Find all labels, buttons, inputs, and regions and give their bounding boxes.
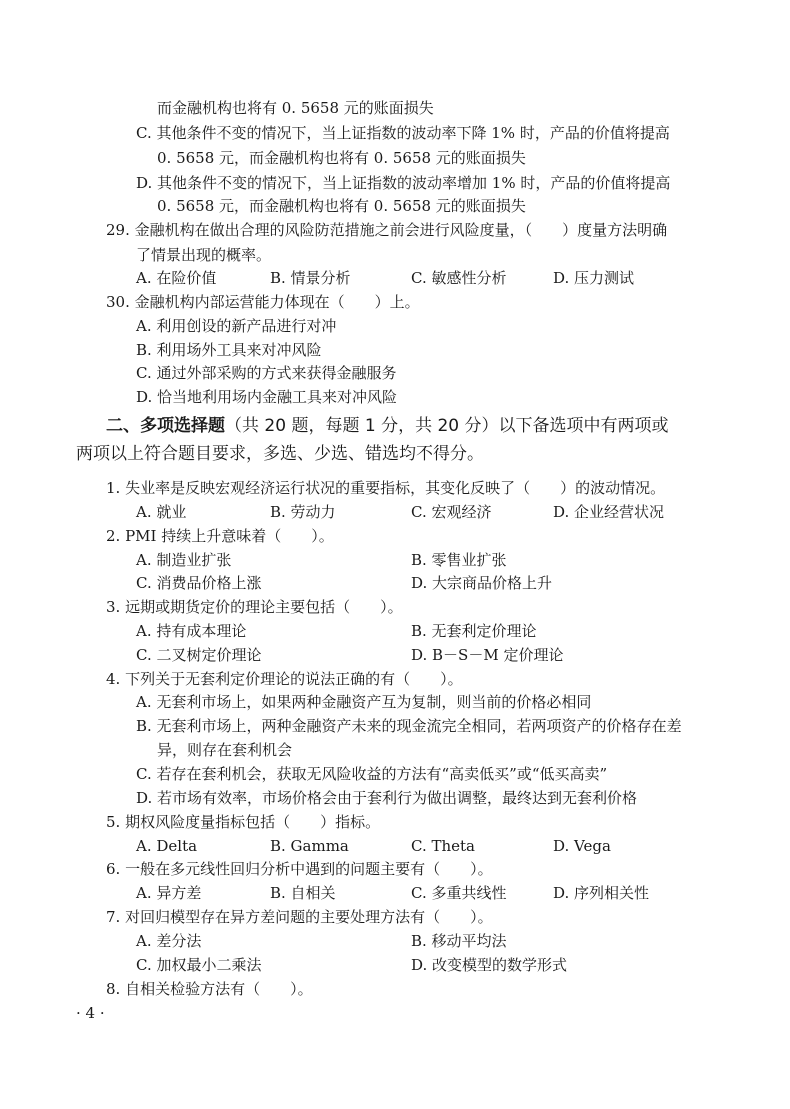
q30-option-a: A. 利用创设的新产品进行对冲 <box>136 317 337 335</box>
q28-option-c: C. 其他条件不变的情况下，当上证指数的波动率下降 1% 时，产品的价值将提高 <box>136 124 670 142</box>
q30-option-b: B. 利用场外工具来对冲风险 <box>136 341 322 359</box>
q29-option-b: B. 情景分析 <box>270 269 351 287</box>
mc-q6-option-d: D. 序列相关性 <box>553 884 650 902</box>
q29-stem-cont: 了情景出现的概率。 <box>136 246 272 264</box>
mc-q2-option-a: A. 制造业扩张 <box>136 551 232 569</box>
q30-option-d: D. 恰当地利用场内金融工具来对冲风险 <box>136 388 398 406</box>
page-number: · 4 · <box>76 1004 105 1022</box>
mc-q5-stem: 5. 期权风险度量指标包括（ ）指标。 <box>106 813 381 831</box>
mc-q2-option-d: D. 大宗商品价格上升 <box>411 574 553 592</box>
mc-q7-option-c: C. 加权最小二乘法 <box>136 956 262 974</box>
q29-stem: 29. 金融机构在做出合理的风险防范措施之前会进行风险度量，（ ）度量方法明确 <box>106 221 668 239</box>
q30-option-c: C. 通过外部采购的方式来获得金融服务 <box>136 364 397 382</box>
mc-q3-option-d: D. B－S－M 定价理论 <box>411 646 564 664</box>
mc-q2-option-b: B. 零售业扩张 <box>411 551 507 569</box>
mc-q4-option-d: D. 若市场有效率，市场价格会由于套利行为做出调整，最终达到无套利价格 <box>136 789 638 807</box>
mc-q3-stem: 3. 远期或期货定价的理论主要包括（ ）。 <box>106 598 403 616</box>
q30-stem: 30. 金融机构内部运营能力体现在（ ）上。 <box>106 293 420 311</box>
mc-q2-option-c: C. 消费品价格上涨 <box>136 574 262 592</box>
mc-q6-option-b: B. 自相关 <box>270 884 336 902</box>
mc-q5-option-c: C. Theta <box>411 837 475 855</box>
mc-q5-option-a: A. Delta <box>136 837 198 855</box>
mc-q4-option-c: C. 若存在套利机会，获取无风险收益的方法有“高卖低买”或“低买高卖” <box>136 765 608 783</box>
mc-q2-stem: 2. PMI 持续上升意味着（ ）。 <box>106 527 334 545</box>
section-heading-instructions: （共 20 题，每题 1 分，共 20 分）以下备选项中有两项或 <box>225 416 669 436</box>
q28-option-d: D. 其他条件不变的情况下，当上证指数的波动率增加 1% 时，产品的价值将提高 <box>136 174 671 192</box>
mc-q4-option-b-cont: 异，则存在套利机会 <box>157 741 293 759</box>
section-heading <box>106 415 669 437</box>
q29-option-c: C. 敏感性分析 <box>411 269 507 287</box>
mc-q1-option-a: A. 就业 <box>136 503 187 521</box>
mc-q1-option-c: C. 宏观经济 <box>411 503 492 521</box>
mc-q1-stem: 1. 失业率是反映宏观经济运行状况的重要指标，其变化反映了（ ）的波动情况。 <box>106 479 666 497</box>
section-heading-line2: 两项以上符合题目要求，多选、少选、错选均不得分。 <box>76 444 484 464</box>
section-heading-title: 二、多项选择题 <box>106 416 225 436</box>
q29-option-a: A. 在险价值 <box>136 269 217 287</box>
mc-q3-option-b: B. 无套利定价理论 <box>411 622 537 640</box>
mc-q6-option-c: C. 多重共线性 <box>411 884 507 902</box>
mc-q7-option-d: D. 改变模型的数学形式 <box>411 956 568 974</box>
mc-q3-option-a: A. 持有成本理论 <box>136 622 247 640</box>
mc-q5-option-b: B. Gamma <box>270 837 349 855</box>
mc-q5-option-d: D. Vega <box>553 837 611 855</box>
mc-q4-stem: 4. 下列关于无套利定价理论的说法正确的有（ ）。 <box>106 670 463 688</box>
mc-q4-option-b: B. 无套利市场上，两种金融资产未来的现金流完全相同，若两项资产的价格存在差 <box>136 717 682 735</box>
q28-option-c-cont: 0. 5658 元，而金融机构也将有 0. 5658 元的账面损失 <box>157 149 526 167</box>
mc-q4-option-a: A. 无套利市场上，如果两种金融资产互为复制，则当前的价格必相同 <box>136 693 592 711</box>
q28-text-line: 而金融机构也将有 0. 5658 元的账面损失 <box>157 99 434 117</box>
mc-q6-option-a: A. 异方差 <box>136 884 202 902</box>
mc-q7-stem: 7. 对回归模型存在异方差问题的主要处理方法有（ ）。 <box>106 908 493 926</box>
mc-q1-option-d: D. 企业经营状况 <box>553 503 665 521</box>
q28-option-d-cont: 0. 5658 元，而金融机构也将有 0. 5658 元的账面损失 <box>157 197 526 215</box>
mc-q7-option-b: B. 移动平均法 <box>411 932 507 950</box>
mc-q8-stem: 8. 自相关检验方法有（ ）。 <box>106 980 313 998</box>
mc-q3-option-c: C. 二叉树定价理论 <box>136 646 262 664</box>
q29-option-d: D. 压力测试 <box>553 269 635 287</box>
mc-q6-stem: 6. 一般在多元线性回归分析中遇到的问题主要有（ ）。 <box>106 860 493 878</box>
mc-q1-option-b: B. 劳动力 <box>270 503 336 521</box>
mc-q7-option-a: A. 差分法 <box>136 932 202 950</box>
